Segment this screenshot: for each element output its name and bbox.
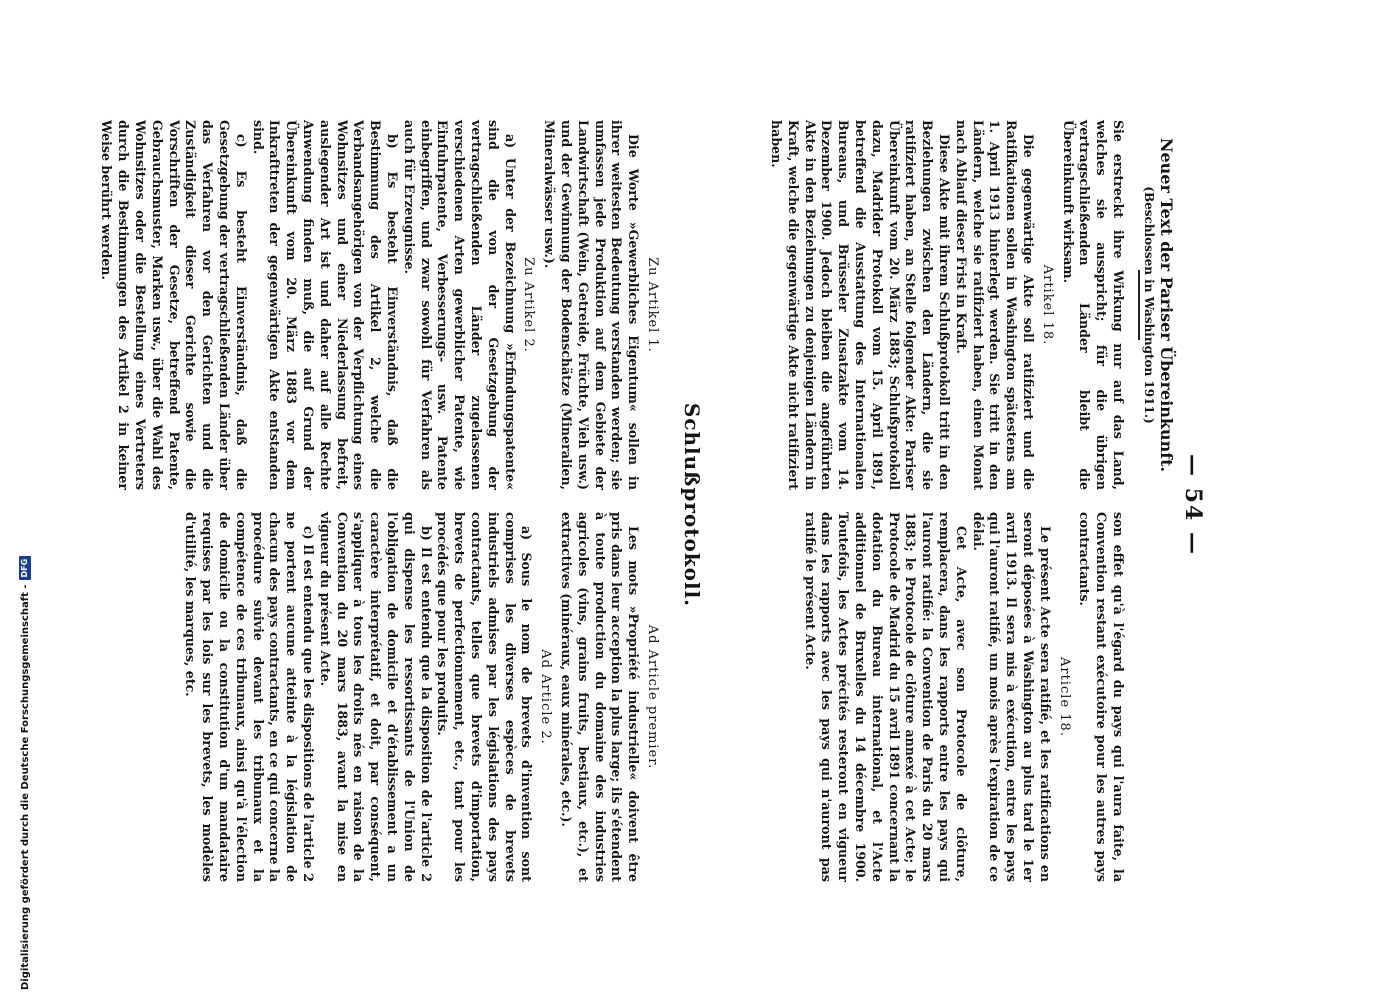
digitization-footer	[18, 558, 32, 990]
french-intro: son effet qu'à l'égard du pays qui l'aura faite, la Convention restant exécutoire pour les autres pays contractants.	[1077, 512, 1126, 882]
rotated-page-content	[80, 120, 1206, 890]
french-article-18-p2: Cet Acte, avec son Protocole de clôture, remplacera, dans les rapports entre les pays qui l'auront ratifié: la Convention de Paris du 20 mars 1883; le Protocole de clôture annexé à cet Acte; le Protocole de Madrid du 15 avril 1891 concernant la dotation du Bureau international, et l'Acte additionnel de Bruxelles du 14 décembre 1900. Toutefois, les Actes précités resteront en vigueur dans les rapports avec les pays qui n'auront pas ratifié le présent Acte.	[802, 512, 969, 882]
german-article-2-c: c) Es besteht Einverständnis, daß die Gesetzgebung der vertragschließenden Länder über das Verfahren vor den Gerichten und die Zuständigkeit dieser Gerichte sowie die Vorschriften der Gesetze, betreffend Patente, Gebrauchsmuster, Marken usw., über die Wahl des Wohnsitzes oder die Bestellung eines Vertreters durch die Bestimmungen des Artikel 2 in keiner Weise berührt werden.	[99, 120, 249, 490]
german-article-2-heading: Zu Artikel 2.	[521, 257, 537, 353]
german-article-18-p1: Die gegenwärtige Akte soll ratifiziert und die Ratifikationen sollen in Washington spätestens am 1. April 1913 hinterlegt werden. Sie tritt in den Ländern, welche sie ratifiziert haben, einen Monat nach Ablauf dieser Frist in Kraft.	[953, 120, 1037, 490]
french-article-18-p1: Le présent Acte sera ratifié, et les ratifications en seront déposées à Washington au plus tard le 1er avril 1913. Il sera mis à exécution, entre les pays qui l'auront ratifié, un mois après l'expiration de ce délai.	[970, 512, 1053, 882]
french-article-2-heading: Ad Article 2.	[538, 649, 554, 745]
document-title: Neuer Text der Pariser Übereinkunft.	[1157, 137, 1176, 473]
upper-german-column	[767, 120, 1126, 490]
lower-german-column	[98, 120, 664, 490]
lower-french-column	[182, 512, 664, 882]
protocol-title: Schlußprotokoll.	[680, 402, 704, 608]
german-article-18-heading: Artikel 18.	[1039, 264, 1055, 346]
german-article-1-text: Die Worte »Gewerbliches Eigentum« sollen in ihrer weitesten Bedeutung verstanden werden; sie umfassen jede Produktion auf dem Gebiete der Landwirtschaft (Wein, Getreide, Früchte, Vieh usw.) und der Gewinnung der Bodenschätze (Mineralien, Mineralwässer usw.).	[542, 120, 642, 490]
french-article-2-c: c) Il est entendu que les dispositions de l'article 2 ne portent aucune atteinte à la législation de chacun des pays contractants, en ce qui concerne la procédure suivie devant les tribunaux et la compétence de ces tribunaux, ainsi qu'à l'élection de domicile ou la constitution d'un mandataire requises par les lois sur les brevets, les modèles d'utilité, les marques, etc.	[183, 512, 317, 882]
french-article-1-heading: Ad Article premier.	[645, 624, 660, 770]
french-article-1-text: Les mots »Propriété industrielle« doivent être pris dans leur acception la plus large; ils s'étendent à toute production du domaine des industries agricoles (vins, grains fruits, bestiaux, etc.), et extractives (minéraux, eaux minérales, etc.).	[559, 512, 642, 882]
page-number: — 54 —	[1180, 454, 1206, 556]
footer-credit-text: Digitalisierung gefördert durch die Deutsche Forschungsgemeinschaft -	[19, 584, 31, 990]
german-article-2-a: a) Unter der Bezeichnung »Erfindungspatente« sind die von der Gesetzgebung der vertragschließenden Länder zugelassenen verschiedenen Arten gewerblicher Patente, wie Einfuhrpatente, Verbesserungs- usw. Patente einbegriffen, und zwar sowohl für Verfahren als auch für Erzeugnisse.	[401, 120, 518, 490]
title-rule	[1138, 270, 1140, 340]
french-article-2-b: b) Il est entendu que la disposition de l'article 2 qui dispense les ressortissants de l'Union de l'obligation de domicile et d'établissement a un caractère interprétatif, et doit, par conséquent, s'appliquer à tous les droits nés en raison de la Convention du 20 mars 1883, avant la mise en vigueur du présent Acte.	[317, 512, 434, 882]
german-article-1-heading: Zu Artikel 1.	[645, 257, 660, 353]
german-article-18-p2: Diese Akte mit ihrem Schlußprotokoll tritt in den Beziehungen zwischen den Ländern, die sie ratifiziert haben, an Stelle folgender Akte: Pariser Übereinkunft vom 20. März 1883; Schlußprotokoll dazu, Madrider Protokoll vom 15. April 1891, betreffend die Ausstattung des Internationalen Bureaus, und Brüsseler Zusatzakte vom 14. Dezember 1900. Jedoch bleiben die angeführten Akte in den Beziehungen zu denjenigen Ländern in Kraft, welche die gegenwärtige Akte nicht ratifiziert haben.	[769, 120, 953, 490]
french-article-18-heading: Article 18.	[1056, 657, 1072, 737]
german-article-2-b: b) Es besteht Einverständnis, daß die Bestimmung des Artikel 2, welche die Verbandsangehörigen von der Verpflichtung eines Wohnsitzes und einer Niederlassung befreit, auslegender Art ist und daher auf alle Rechte Anwendung finden muß, die auf Grund der Übereinkunft vom 20. März 1883 vor dem Inkrafttreten der gegenwärtigen Akte entstanden sind.	[250, 120, 401, 490]
upper-french-column	[801, 512, 1126, 882]
dfg-logo-icon: DFG	[19, 556, 31, 581]
document-subtitle: (Beschlossen in Washington 1911.)	[1142, 186, 1156, 424]
french-article-2-a: a) Sous le nom de brevets d'invention sont comprises les diverses espèces de brevets industriels admises par les législations des pays contractants, telles que brevets d'importation, brevets de perfectionnement, etc., tant pour les procédés que pour les produits.	[435, 512, 535, 882]
german-intro: Sie erstreckt ihre Wirkung nur auf das Land, welches sie ausspricht; für die übrigen vertragschließenden Länder bleibt die Übereinkunft wirksam.	[1060, 120, 1126, 490]
